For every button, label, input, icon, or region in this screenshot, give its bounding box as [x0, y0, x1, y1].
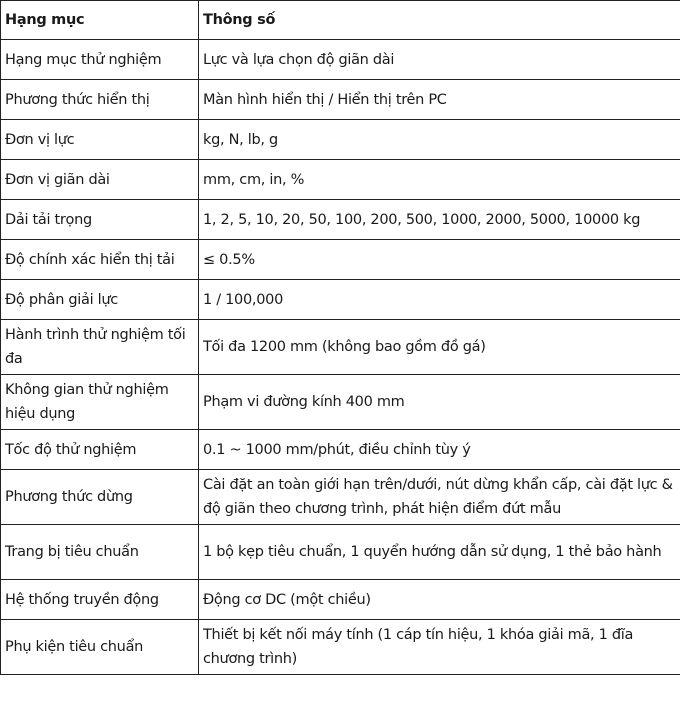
row-spec: Động cơ DC (một chiều) — [199, 580, 680, 620]
header-item: Hạng mục — [1, 1, 199, 40]
row-item: Không gian thử nghiệm hiệu dụng — [1, 375, 199, 430]
table-row — [1, 200, 680, 240]
row-item: Đơn vị giãn dài — [1, 160, 199, 200]
table-row — [1, 120, 680, 160]
row-item: Tốc độ thử nghiệm — [1, 430, 199, 470]
row-spec: Lực và lựa chọn độ giãn dài — [199, 40, 680, 80]
row-spec: ≤ 0.5% — [199, 240, 680, 280]
row-spec: 1 bộ kẹp tiêu chuẩn, 1 quyển hướng dẫn sử dụng, 1 thẻ bảo hành — [199, 525, 680, 580]
row-spec: kg, N, lb, g — [199, 120, 680, 160]
row-spec: 1, 2, 5, 10, 20, 50, 100, 200, 500, 1000, 2000, 5000, 10000 kg — [199, 200, 680, 240]
table-row — [1, 160, 680, 200]
table-row — [1, 280, 680, 320]
table-row — [1, 430, 680, 470]
row-item: Hệ thống truyền động — [1, 580, 199, 620]
row-spec: mm, cm, in, % — [199, 160, 680, 200]
row-item: Đơn vị lực — [1, 120, 199, 160]
table-row — [1, 470, 680, 525]
row-item: Hành trình thử nghiệm tối đa — [1, 320, 199, 375]
table-row — [1, 320, 680, 375]
row-spec: Phạm vi đường kính 400 mm — [199, 375, 680, 430]
row-spec: Tối đa 1200 mm (không bao gồm đồ gá) — [199, 320, 680, 375]
row-spec: Thiết bị kết nối máy tính (1 cáp tín hiệu, 1 khóa giải mã, 1 đĩa chương trình) — [199, 620, 680, 675]
table-row — [1, 620, 680, 675]
table-row — [1, 525, 680, 580]
table-row — [1, 40, 680, 80]
row-spec: Màn hình hiển thị / Hiển thị trên PC — [199, 80, 680, 120]
row-spec: 1 / 100,000 — [199, 280, 680, 320]
row-item: Độ phân giải lực — [1, 280, 199, 320]
table-row — [1, 240, 680, 280]
table-row — [1, 375, 680, 430]
row-item: Phương thức hiển thị — [1, 80, 199, 120]
header-spec: Thông số — [199, 1, 680, 40]
row-item: Hạng mục thử nghiệm — [1, 40, 199, 80]
row-item: Độ chính xác hiển thị tải — [1, 240, 199, 280]
row-item: Phương thức dừng — [1, 470, 199, 525]
table-row — [1, 80, 680, 120]
row-item: Dải tải trọng — [1, 200, 199, 240]
table-header-row — [1, 1, 680, 40]
row-spec: 0.1 ~ 1000 mm/phút, điều chỉnh tùy ý — [199, 430, 680, 470]
row-spec: Cài đặt an toàn giới hạn trên/dưới, nút dừng khẩn cấp, cài đặt lực & độ giãn theo chương trình, phát hiện điểm đứt mẫu — [199, 470, 680, 525]
row-item: Phụ kiện tiêu chuẩn — [1, 620, 199, 675]
row-item: Trang bị tiêu chuẩn — [1, 525, 199, 580]
table-row — [1, 580, 680, 620]
